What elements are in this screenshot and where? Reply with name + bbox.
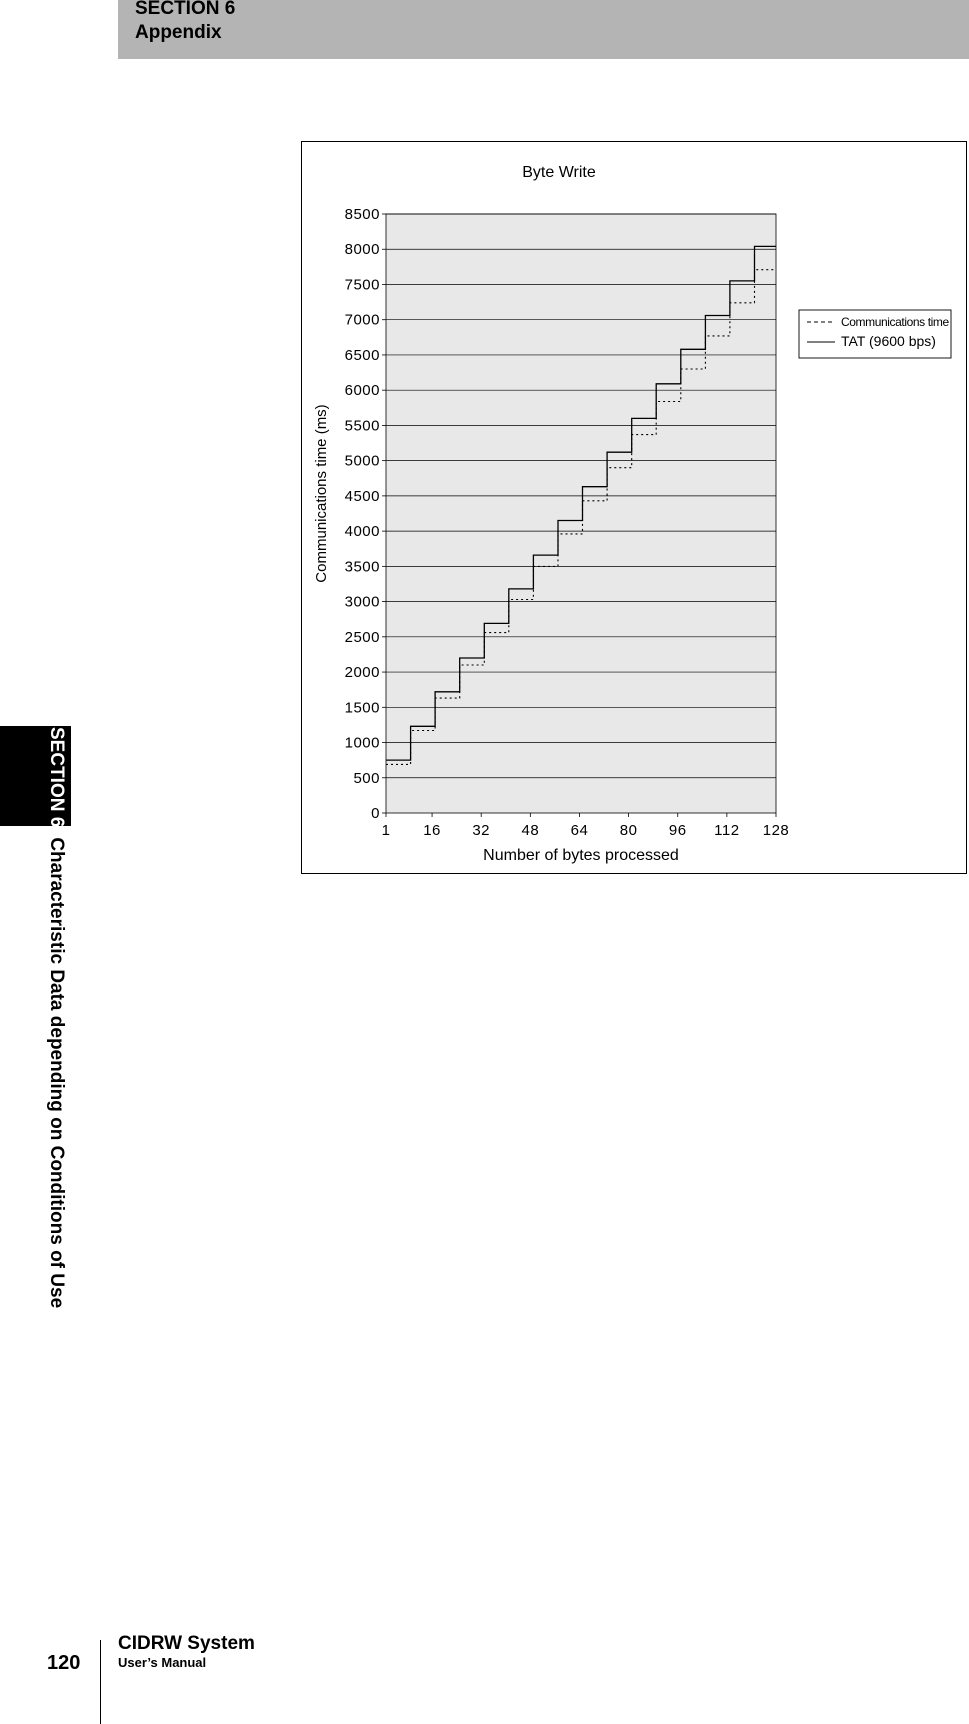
y-tick-label: 5000	[344, 452, 380, 470]
y-tick-label: 5500	[344, 417, 380, 435]
x-tick-label: 96	[668, 822, 687, 839]
y-tick-label: 6500	[344, 346, 380, 364]
x-tick-label: 16	[423, 822, 441, 839]
x-tick-label: 32	[472, 822, 491, 839]
page-number: 120	[47, 1652, 81, 1674]
y-tick-label: 2000	[344, 664, 380, 682]
y-tick-label: 500	[353, 769, 380, 787]
y-tick-label: 0	[371, 805, 380, 822]
y-tick-label: 3000	[344, 593, 380, 611]
x-tick-label: 64	[570, 822, 589, 839]
y-tick-label: 4000	[344, 523, 380, 541]
x-tick-label: 1	[381, 822, 391, 839]
legend-label-tat: TAT (9600 bps)	[841, 333, 936, 349]
chart-title: Byte Write	[522, 164, 596, 181]
x-tick-label: 48	[521, 822, 540, 839]
y-tick-label: 1500	[344, 699, 380, 717]
plot-area	[386, 214, 776, 813]
y-tick-label: 8000	[344, 241, 380, 259]
x-tick-label: 128	[762, 822, 790, 839]
y-tick-label: 6000	[344, 382, 380, 400]
y-tick-label: 7500	[344, 276, 380, 294]
x-tick-label: 80	[619, 822, 638, 839]
x-axis-label: Number of bytes processed	[483, 847, 679, 864]
side-tab-text	[44, 727, 68, 1308]
byte-write-chart	[302, 142, 966, 873]
y-tick-label: 4500	[344, 487, 380, 505]
y-axis-label: Communications time (ms)	[313, 404, 330, 583]
side-tab-chapter: Characteristic Data depending on Conditions of Use	[46, 837, 67, 1309]
side-tab-section: SECTION 6	[46, 727, 67, 828]
header-section-label: SECTION 6	[135, 0, 236, 19]
x-tick-label: 112	[714, 822, 740, 839]
y-tick-label: 7000	[344, 311, 380, 329]
footer-divider	[100, 1640, 101, 1724]
legend-label-communications-time: Communications time	[841, 315, 949, 329]
y-tick-label: 1000	[344, 734, 380, 752]
y-tick-label: 3500	[344, 558, 380, 576]
section-header	[118, 0, 969, 59]
header-title: Appendix	[135, 22, 222, 43]
figure-frame	[301, 141, 967, 874]
y-tick-label: 8500	[344, 206, 380, 223]
y-tick-label: 2500	[344, 628, 380, 646]
footer-product-name: CIDRW System	[118, 1633, 255, 1654]
footer-manual-name: User’s Manual	[118, 1655, 207, 1670]
